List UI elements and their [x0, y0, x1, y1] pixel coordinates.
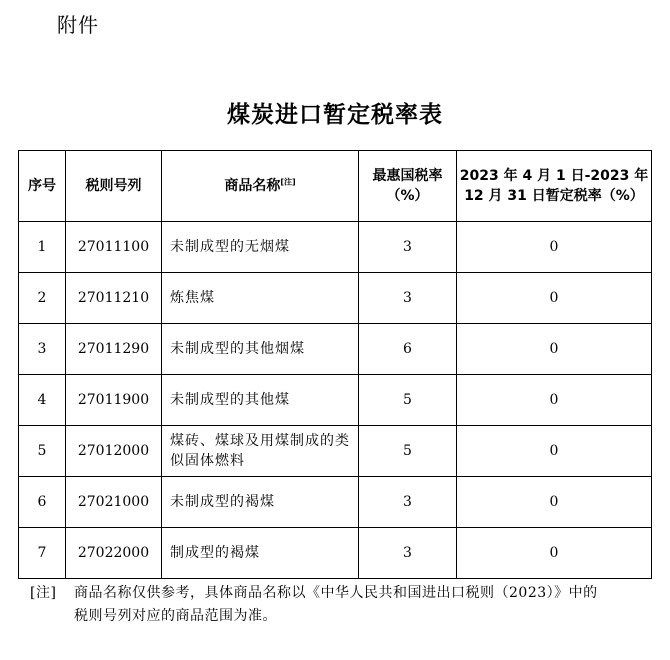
tariff-table: [18, 150, 652, 579]
cell-temp-rate: 0: [457, 273, 652, 324]
cell-name: 未制成型的无烟煤: [162, 222, 359, 273]
header-mfn-rate: [359, 151, 457, 222]
cell-temp-rate: 0: [457, 426, 652, 477]
cell-seq: 5: [19, 426, 66, 477]
header-name: [162, 151, 359, 222]
cell-name: 制成型的褐煤: [162, 528, 359, 579]
cell-temp-rate: 0: [457, 528, 652, 579]
table-row: [19, 528, 652, 579]
cell-mfn-rate: 3: [359, 477, 457, 528]
cell-code: 27011290: [66, 324, 162, 375]
cell-code: 27021000: [66, 477, 162, 528]
table-header-row: [19, 151, 652, 222]
header-seq: 序号: [19, 151, 66, 222]
footnote-text-1: 商品名称仅供参考，具体商品名称以《中华人民共和国进出口税则（2023）》中的: [74, 585, 598, 601]
footnote: [30, 582, 645, 628]
cell-code: 27011100: [66, 222, 162, 273]
cell-code: 27022000: [66, 528, 162, 579]
footnote-label: [注]: [30, 585, 57, 601]
cell-mfn-rate: 5: [359, 426, 457, 477]
cell-seq: 4: [19, 375, 66, 426]
header-mfn-line2: （%）: [386, 188, 429, 204]
table-row: [19, 426, 652, 477]
cell-mfn-rate: 3: [359, 222, 457, 273]
table-row: [19, 324, 652, 375]
cell-name: 未制成型的其他煤: [162, 375, 359, 426]
footnote-line1: [30, 582, 645, 605]
table-row: [19, 375, 652, 426]
cell-code: 27011900: [66, 375, 162, 426]
cell-temp-rate: 0: [457, 477, 652, 528]
cell-temp-rate: 0: [457, 222, 652, 273]
cell-mfn-rate: 5: [359, 375, 457, 426]
cell-seq: 6: [19, 477, 66, 528]
cell-mfn-rate: 3: [359, 528, 457, 579]
attachment-label: 附件: [57, 13, 99, 37]
cell-code: 27011210: [66, 273, 162, 324]
cell-seq: 3: [19, 324, 66, 375]
cell-mfn-rate: 6: [359, 324, 457, 375]
header-temp-line1: 2023 年 4 月 1 日-2023 年: [459, 168, 649, 184]
cell-name: 炼焦煤: [162, 273, 359, 324]
header-name-note-mark: [注]: [280, 177, 296, 187]
table-row: [19, 477, 652, 528]
cell-mfn-rate: 3: [359, 273, 457, 324]
footnote-text-2: 税则号列对应的商品范围为准。: [74, 608, 277, 624]
cell-seq: 1: [19, 222, 66, 273]
header-mfn-line1: 最惠国税率: [372, 168, 443, 184]
cell-seq: 7: [19, 528, 66, 579]
cell-seq: 2: [19, 273, 66, 324]
header-temp-line2: 12 月 31 日暂定税率（%）: [464, 188, 644, 204]
cell-temp-rate: 0: [457, 375, 652, 426]
cell-code: 27012000: [66, 426, 162, 477]
cell-name: 煤砖、煤球及用煤制成的类似固体燃料: [162, 426, 359, 477]
table-row: [19, 273, 652, 324]
header-code: 税则号列: [66, 151, 162, 222]
header-name-text: 商品名称: [224, 178, 281, 194]
header-temp-rate: [457, 151, 652, 222]
cell-name: 未制成型的褐煤: [162, 477, 359, 528]
cell-temp-rate: 0: [457, 324, 652, 375]
document-title: 煤炭进口暂定税率表: [227, 101, 443, 128]
cell-name: 未制成型的其他烟煤: [162, 324, 359, 375]
table-row: [19, 222, 652, 273]
